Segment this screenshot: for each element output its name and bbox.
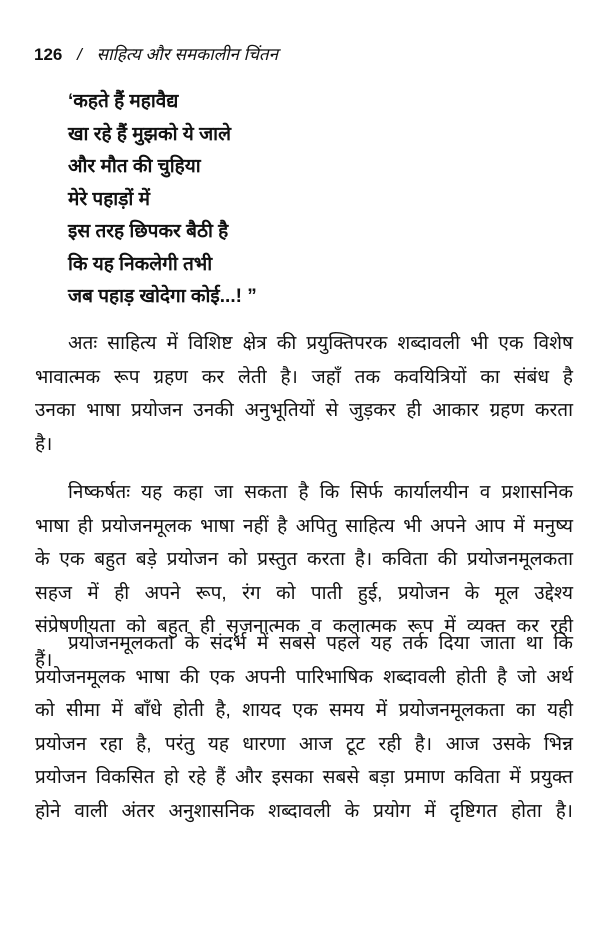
text-line: होने वाली अंतर अनुशासनिक शब्दावली के प्रयोग में दृष्टिगत होता है।: [35, 800, 573, 822]
text-line: भावात्मक रूप ग्रहण कर लेती है। जहाँ तक कवयित्रियों का संबंध है: [35, 366, 573, 388]
text-line: निष्कर्षतः यह कहा जा सकता है कि सिर्फ कार्यालयीन व प्रशासनिक: [68, 482, 573, 503]
text-line: भाषा ही प्रयोजनमूलक भाषा नहीं है अपितु साहित्य भी अपने आप में मनुष्य: [35, 515, 573, 537]
text-line: प्रयोजनमूलकता के संदर्भ में सबसे पहले यह तर्क दिया जाता था कि: [68, 633, 573, 654]
paragraph-3: [35, 627, 573, 828]
page-number: 126: [34, 45, 63, 64]
text-line: संप्रेषणीयता को बहुत ही सृजनात्मक व कलात्मक रूप में व्यक्त कर रही: [35, 616, 573, 637]
text-line: उनका भाषा प्रयोजन उनकी अनुभूतियों से जुड़कर ही आकार ग्रहण करता: [35, 400, 573, 421]
poem-line: मेरे पहाड़ों में: [68, 188, 150, 210]
text-line: प्रयोजनमूलक भाषा की एक अपनी पारिभाषिक शब्दावली होती है जो अर्थ: [35, 666, 573, 688]
text-line: है।: [35, 433, 53, 455]
poem-line: और मौत की चुहिया: [68, 156, 201, 177]
header-separator: /: [77, 45, 82, 64]
paragraph-1: [35, 327, 573, 461]
poem-line: कि यह निकलेगी तभी: [68, 253, 213, 275]
text-line: सहज में ही अपने रूप, रंग को पाती हुई, प्रयोजन के मूल उद्देश्य: [35, 582, 573, 604]
poem-line: जब पहाड़ खोदेगा कोई...! ”: [68, 286, 257, 307]
text-line: को सीमा में बाँधे होती है, शायद एक समय में प्रयोजनमूलकता का यही: [35, 700, 573, 721]
text-line: प्रयोजन रहा है, परंतु यह धारणा आज टूट रही है। आज उसके भिन्न: [35, 733, 573, 755]
running-header: [34, 42, 278, 65]
poem-line: खा रहे हैं मुझको ये जाले: [68, 123, 231, 145]
book-title: साहित्य और समकालीन चिंतन: [96, 45, 279, 64]
poem-line: ‘कहते हैं महावैद्य: [68, 91, 179, 112]
poem-quote: [68, 86, 257, 314]
text-line: हैं।: [35, 649, 53, 671]
text-line: के एक बहुत बड़े प्रयोजन को प्रस्तुत करता है। कविता की प्रयोजनमूलकता: [35, 549, 573, 570]
text-line: अतः साहित्य में विशिष्ट क्षेत्र की प्रयुक्तिपरक शब्दावली भी एक विशेष: [68, 333, 573, 354]
text-line: प्रयोजन विकसित हो रहे हैं और इसका सबसे बड़ा प्रमाण कविता में प्रयुक्त: [35, 767, 573, 788]
poem-line: इस तरह छिपकर बैठी है: [68, 221, 229, 242]
